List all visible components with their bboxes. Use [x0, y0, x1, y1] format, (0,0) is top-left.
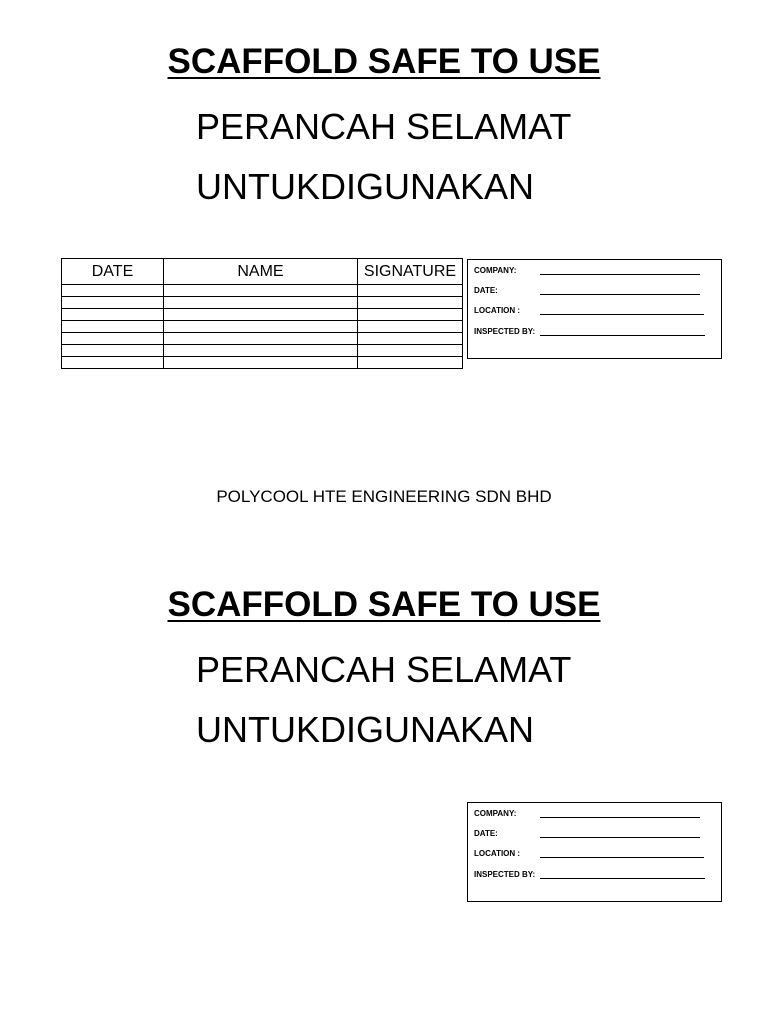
table-row	[62, 321, 463, 333]
sign-title: SCAFFOLD SAFE TO USE	[167, 42, 601, 81]
name-cell[interactable]	[164, 345, 358, 357]
name-cell[interactable]	[164, 321, 358, 333]
sign-subtitle-line-1: PERANCAH SELAMAT	[196, 649, 572, 690]
table-row	[62, 285, 463, 297]
signature-cell[interactable]	[358, 357, 463, 369]
table-header-row	[62, 259, 463, 285]
sign-subtitle-line-2: UNTUKDIGUNAKAN	[196, 709, 535, 750]
column-header-date: DATE	[62, 259, 164, 285]
location-field[interactable]	[540, 857, 704, 858]
company-row	[474, 264, 516, 278]
date-field[interactable]	[540, 294, 700, 295]
date-cell[interactable]	[62, 285, 164, 297]
signature-cell[interactable]	[358, 285, 463, 297]
signature-cell[interactable]	[358, 297, 463, 309]
company-row	[474, 807, 516, 821]
inspected-by-row	[474, 868, 535, 882]
date-cell[interactable]	[62, 357, 164, 369]
date-cell[interactable]	[62, 297, 164, 309]
company-name-footer: POLYCOOL HTE ENGINEERING SDN BHD	[216, 487, 552, 506]
signature-cell[interactable]	[358, 321, 463, 333]
date-cell[interactable]	[62, 345, 164, 357]
company-field[interactable]	[540, 817, 700, 818]
date-label: DATE:	[474, 286, 498, 295]
column-header-signature: SIGNATURE	[358, 259, 463, 285]
table-row	[62, 357, 463, 369]
table-row	[62, 345, 463, 357]
location-row	[474, 847, 520, 861]
sign-subtitle-line-1: PERANCAH SELAMAT	[196, 106, 572, 147]
name-cell[interactable]	[164, 285, 358, 297]
date-label: DATE:	[474, 829, 498, 838]
date-cell[interactable]	[62, 309, 164, 321]
inspection-details-box	[467, 259, 722, 359]
location-field[interactable]	[540, 314, 704, 315]
inspected-by-label: INSPECTED BY:	[474, 870, 536, 879]
inspected-by-field[interactable]	[540, 878, 705, 879]
signature-cell[interactable]	[358, 333, 463, 345]
location-label: LOCATION :	[474, 849, 521, 858]
inspected-by-field[interactable]	[540, 335, 705, 336]
name-cell[interactable]	[164, 357, 358, 369]
location-label: LOCATION :	[474, 306, 521, 315]
company-label: COMPANY:	[474, 809, 517, 818]
table-row	[62, 333, 463, 345]
date-cell[interactable]	[62, 321, 164, 333]
signature-cell[interactable]	[358, 345, 463, 357]
inspection-log-table	[61, 258, 463, 369]
sign-subtitle-line-2: UNTUKDIGUNAKAN	[196, 166, 535, 207]
sign-title: SCAFFOLD SAFE TO USE	[167, 585, 601, 624]
inspected-by-row	[474, 325, 535, 339]
inspected-by-label: INSPECTED BY:	[474, 327, 536, 336]
column-header-name: NAME	[164, 259, 358, 285]
name-cell[interactable]	[164, 309, 358, 321]
date-field[interactable]	[540, 837, 700, 838]
company-field[interactable]	[540, 274, 700, 275]
name-cell[interactable]	[164, 297, 358, 309]
company-label: COMPANY:	[474, 266, 517, 275]
date-row	[474, 827, 498, 841]
name-cell[interactable]	[164, 333, 358, 345]
location-row	[474, 304, 520, 318]
table-row	[62, 297, 463, 309]
date-row	[474, 284, 498, 298]
inspection-details-box	[467, 802, 722, 902]
date-cell[interactable]	[62, 333, 164, 345]
signature-cell[interactable]	[358, 309, 463, 321]
table-row	[62, 309, 463, 321]
